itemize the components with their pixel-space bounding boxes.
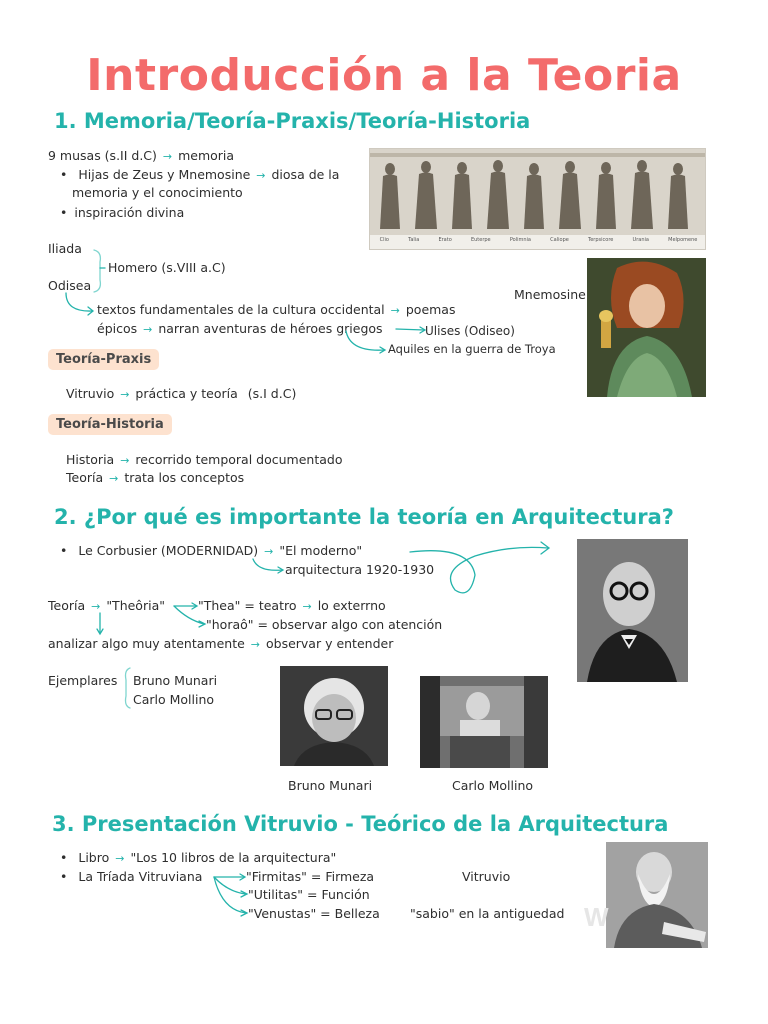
le-corbusier-illustration [577,539,688,682]
frieze-label: Euterpe [470,237,491,243]
horao-line: "horaô" = observar algo con atención [206,617,443,632]
memoria-text: memoria [178,148,235,163]
bruno-munari-photo [280,666,388,766]
praxis-text: práctica y teoría [135,386,238,401]
textos-text: textos fundamentales de la cultura occidental [97,302,385,317]
vitruvio-engraving [606,842,708,948]
arrow-icon: → [390,304,400,317]
arrow-icon: → [264,545,274,558]
arrow-icon: → [115,852,125,865]
sabio-line: "sabio" en la antiguedad [410,906,565,921]
section-3-heading: 3. Presentación Vitruvio - Teórico de la Arquitectura [52,812,669,836]
frieze-label: Clio [379,237,389,243]
homero-label: Homero (s.VIII a.C) [108,260,226,275]
arrow-icon: → [162,150,173,163]
arquitectura-fechas: arquitectura 1920-1930 [285,562,435,577]
mnemosine-painting [587,258,706,397]
analizar-line [48,636,393,651]
section-1-heading: 1. Memoria/Teoría-Praxis/Teoría-Historia [54,109,531,133]
musas-line [48,148,234,163]
ejemplares-label: Ejemplares [48,673,118,688]
epicos-line [97,321,383,336]
frieze-labels [370,237,706,243]
mollino-name: Carlo Mollino [133,692,215,707]
libro-text: Libro [78,850,110,865]
page-title: Introducción a la Teoria [86,50,682,101]
bullet-libro [60,850,336,865]
venustas-line: "Venustas" = Belleza [248,906,380,921]
narran-text: narran aventuras de héroes griegos [158,321,383,336]
teoria-word: Teoría [48,598,86,613]
section-2-heading: 2. ¿Por qué es importante la teoría en Arquitectura? [54,505,674,529]
munari-illustration [280,666,388,766]
mollino-illustration [420,676,548,768]
ulises-label: Ulises (Odiseo) [425,324,515,338]
arrow-icon: → [120,454,130,467]
frieze-label: Melpomene [668,237,698,243]
tag-teoria-historia: Teoría-Historia [48,414,172,435]
frieze-label: Terpsicore [588,237,614,243]
musas-text: 9 musas (s.II d.C) [48,148,157,163]
caption-mollino: Carlo Mollino [452,778,534,793]
arrow-icon: → [256,169,266,182]
epicos-text: épicos [97,321,138,336]
inspiracion-text: inspiración divina [74,205,185,220]
thea-line [198,598,386,613]
textos-line [97,302,455,317]
vitruvio-illustration [606,842,708,948]
tag-teoria-praxis: Teoría-Praxis [48,349,159,370]
corbusier-text: Le Corbusier (MODERNIDAD) [78,543,259,558]
vitruvio-text: Vitruvio [66,386,115,401]
arrow-icon: → [109,472,119,485]
diosa-text: diosa de la [271,167,340,182]
observar-text: observar y entender [265,636,394,651]
arrow-icon: → [302,600,312,613]
teoria-line [66,470,244,485]
vitruvio-date: (s.I d.C) [247,386,297,401]
conceptos-text: trata los conceptos [124,470,245,485]
munari-name: Bruno Munari [133,673,218,688]
thea-text: "Thea" = teatro [198,598,297,613]
moderno-text: "El moderno" [279,543,363,558]
frieze-label: Talia [408,237,420,243]
watermark-logo: W [584,902,609,932]
bullet-inspiracion [60,205,184,220]
aquiles-label: Aquiles en la guerra de Troya [388,342,556,356]
hijas-text: Hijas de Zeus y Mnemosine [78,167,251,182]
frieze-label: Polimnia [509,237,531,243]
theoria-word: "Theôria" [106,598,165,613]
arrow-icon: → [250,638,260,651]
memoria-conocimiento: memoria y el conocimiento [72,185,243,200]
caption-munari: Bruno Munari [288,778,373,793]
carlo-mollino-photo [420,676,548,768]
odisea-label: Odisea [48,278,92,293]
diez-libros-text: "Los 10 libros de la arquitectura" [130,850,337,865]
frieze-label: Caliope [550,237,569,243]
poemas-text: poemas [405,302,456,317]
theoria-line [48,598,165,613]
historia-line [66,452,342,467]
historia-text: Historia [66,452,115,467]
exterior-text: lo exterrno [317,598,386,613]
iliada-label: Iliada [48,241,82,256]
muses-frieze-image [369,148,706,250]
mnemosine-illustration [587,258,706,397]
arrow-icon: → [120,388,130,401]
recorrido-text: recorrido temporal documentado [135,452,343,467]
firmitas-line: "Firmitas" = Firmeza [246,869,375,884]
teoria-text: Teoría [66,470,104,485]
analizar-text: analizar algo muy atentamente [48,636,245,651]
vitruvio-label: Vitruvio [462,869,511,884]
bullet-triada [60,869,202,884]
utilitas-line: "Utilitas" = Función [248,887,370,902]
muses-frieze-illustration [370,149,706,250]
triada-text: La Tríada Vitruviana [78,869,203,884]
frieze-label: Urania [632,237,649,243]
bullet-corbusier [60,543,362,558]
le-corbusier-photo [577,539,688,682]
frieze-label: Erato [438,237,452,243]
vitruvio-line [66,386,296,401]
arrow-icon: → [91,600,101,613]
arrow-icon: → [143,323,153,336]
bullet-hijas [60,167,339,182]
mnemosine-label: Mnemosine [514,287,586,302]
